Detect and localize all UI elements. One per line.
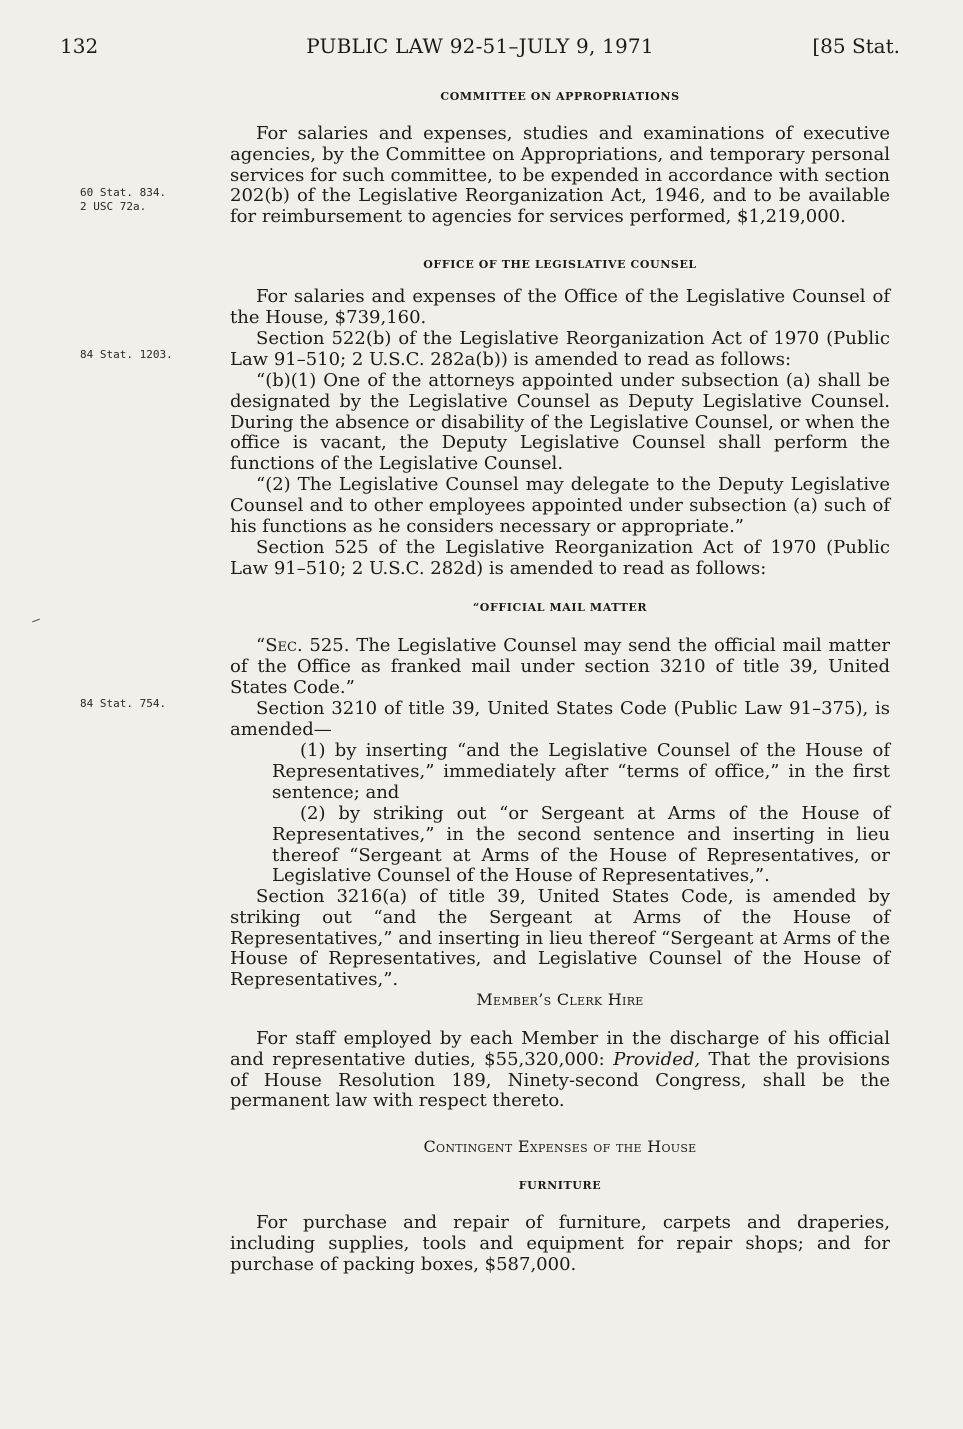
heading-members-clerk-hire: Member’s Clerk Hire xyxy=(476,990,644,1009)
header-stat-reference: [85 Stat. xyxy=(812,34,900,58)
heading-committee-appropriations: COMMITTEE ON APPROPRIATIONS xyxy=(440,90,680,103)
margin-note-84-stat-1203: 84 Stat. 1203. xyxy=(80,348,173,361)
paragraph-subsection-b1: “(b)(1) One of the attorneys appointed under subsection (a) shall be designated by the Legislative Counsel as Deputy Legislative Counsel. During the absence or disability of the Legislative Counsel, or when the office is vacant, the Deputy Legislative Counsel shall perform the functions of the Legislative Counsel. xyxy=(230,370,890,475)
paragraph-subsection-2: “(2) The Legislative Counsel may delegate to the Deputy Legislative Counsel and to other employees appointed under subsection (a) such of his functions as he considers necessary or appropriate.” xyxy=(230,474,890,537)
paragraph-section-3216a: Section 3216(a) of title 39, United States Code, is amended by striking out “and the Sergeant at Arms of the House of Representatives,” and inserting in lieu thereof “Sergeant at Arms of the House of Representatives, and Legislative Counsel of the House of Representatives,”. xyxy=(230,886,890,991)
paragraph-committee-appropriations: For salaries and expenses, studies and examinations of executive agencies, by the Committee on Appropriations, and temporary personal services for such committee, to be expended in accordance with section 202(b) of the Legislative Reorganization Act, 1946, and to be available for reimbursement to agencies for services performed, $1,219,000. xyxy=(230,123,890,228)
paragraph-counsel-salaries: For salaries and expenses of the Office of the Legislative Counsel of the House, $739,160. xyxy=(230,286,890,328)
header-title: PUBLIC LAW 92-51–JULY 9, 1971 xyxy=(306,34,654,58)
sec-525-text: The Legislative Counsel may send the official mail matter of the Office as franked mail under section 3210 of title 39, United States Code.” xyxy=(230,635,890,698)
clerk-hire-text-a: For staff employed by each Member in the discharge of his official and representative duties, $55,320,000: xyxy=(230,1028,890,1070)
margin-note-60-stat: 60 Stat. 834. 2 USC 72a. xyxy=(80,186,167,213)
margin-mark xyxy=(32,619,40,623)
paragraph-furniture: For purchase and repair of furniture, carpets and draperies, including supplies, tools and equipment for repair shops; and for purchase of packing boxes, $587,000. xyxy=(230,1212,890,1275)
paragraph-item-1: (1) by inserting “and the Legislative Counsel of the House of Representatives,” immediately after “terms of office,” in the first sentence; and xyxy=(272,740,890,803)
heading-legislative-counsel: OFFICE OF THE LEGISLATIVE COUNSEL xyxy=(423,258,697,271)
paragraph-section-525: Section 525 of the Legislative Reorganization Act of 1970 (Public Law 91–510; 2 U.S.C. 282d) is amended to read as follows: xyxy=(230,537,890,579)
sec-525-label: “Sec. 525. xyxy=(256,635,350,656)
margin-note-84-stat-754: 84 Stat. 754. xyxy=(80,697,167,710)
paragraph-section-522b: Section 522(b) of the Legislative Reorganization Act of 1970 (Public Law 91–510; 2 U.S.C. 282a(b)) is amended to read as follows: xyxy=(230,328,890,370)
paragraph-section-3210: Section 3210 of title 39, United States Code (Public Law 91–375), is amended— xyxy=(230,698,890,740)
paragraph-sec-525 xyxy=(230,636,890,698)
clerk-hire-text-b: That the provisions of House Resolution 189, Ninety-second Congress, shall be the permanent law with respect thereto. xyxy=(230,1048,890,1112)
clerk-hire-provided: Provided, xyxy=(613,1048,701,1070)
paragraph-item-2: (2) by striking out “or Sergeant at Arms of the House of Representatives,” in the second sentence and inserting in lieu thereof “Sergeant at Arms of the House of Representatives, or Legislative Counsel of the House of Representatives,”. xyxy=(272,803,890,887)
page-header xyxy=(60,34,900,62)
page-number: 132 xyxy=(60,34,99,58)
heading-official-mail-matter: “OFFICIAL MAIL MATTER xyxy=(472,601,648,614)
paragraph-clerk-hire xyxy=(230,1029,890,1112)
heading-furniture: FURNITURE xyxy=(518,1179,602,1192)
heading-contingent-expenses: Contingent Expenses of the House xyxy=(423,1137,697,1156)
